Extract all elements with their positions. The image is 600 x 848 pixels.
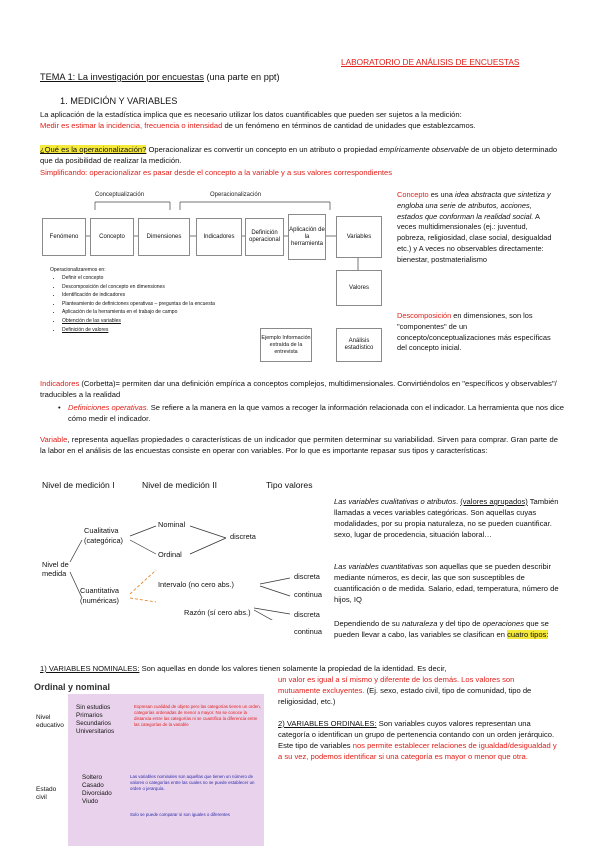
tree-header-2: Nivel de medición II (142, 480, 217, 490)
clasif-c: que se pueden llevar a cabo, las variables se clasifican en (334, 619, 549, 639)
variable-text: , representa aquellas propiedades o características de un indicador que permiten determinar su variabilidad. Sirven para comprar. Gran parte de la labor en el análisis de las encuestas consiste en operar con variables. Por lo que es importante repasar sus tipos y características: (40, 435, 558, 455)
variable-paragraph (40, 434, 558, 456)
tree-discreta-2: discreta (294, 572, 320, 581)
box-variables: Variables (336, 216, 382, 258)
tree-razon: Razón (sí cero abs.) (184, 608, 251, 617)
estado-label: Estado civil (36, 786, 57, 801)
simplificando: Simplificando: operacionalizar es pasar desde el concepto a la variable y a sus valores correspondientes (40, 168, 393, 177)
intro-text: La aplicación de la estadística implica que es necesario utilizar los datos cuantificables que pueden ser sujetos a la medición: (40, 110, 462, 119)
tree-continua-1: continua (294, 590, 322, 599)
tree-root: Nivel de medida (42, 560, 69, 578)
indicadores-label: Indicadores (40, 379, 80, 388)
tree-header-1: Nivel de medición I (42, 480, 115, 490)
question-text: Operacionalizar es convertir un concepto en un atributo o propiedad (146, 145, 380, 154)
clasif-highlight: cuatro tipos: (507, 630, 549, 639)
variable-label: Variable (40, 435, 68, 444)
concepto-label: Concepto (397, 190, 429, 199)
box-fenomeno: Fenómeno (42, 218, 86, 256)
estado-note-2: Solo se puede comparar si son iguales o diferentes (130, 812, 230, 817)
section-intro (40, 109, 560, 131)
definiciones-text: Se refiere a la manera en la que vamos a recoger la información relacionada con el indicador. La herramienta que nos dice cómo medir el indicador. (68, 403, 564, 423)
label-conceptualizacion: Conceptualización (95, 192, 145, 198)
operacionalizacion-text (40, 144, 560, 166)
cuantitativas-text: son aquellas que se pueden describir mediante números, es decir, las que son susceptibles de cuantificación o de medida. Salario, edad, temperatura, número de hijos, IQ (334, 562, 559, 604)
tree-header-3: Tipo valores (266, 480, 313, 490)
descomposicion-label: Descomposición (397, 311, 452, 320)
tema-note: (una parte en ppt) (206, 72, 280, 82)
ordinal-nominal-image (34, 682, 272, 848)
nivel-value: Primarios (76, 712, 103, 719)
concepto-definition (397, 190, 557, 266)
tree-discreta-1: discreta (230, 532, 256, 541)
concepto-t1: es una (428, 190, 455, 199)
question-italic: empíricamente observable (379, 145, 469, 154)
descomposicion-text: en dimensiones, son los "componentes" de un concepto/conceptualizaciones más específicas del concepto inicial. (397, 311, 551, 353)
nivel-note: Expresan cualidad de objeto pero las categorías tienen un orden, categorías ordenadas de menor a mayor. No se conoce la distancia entre las categorías ni se cuantifica la diferencia entre las categorías de la variable (134, 704, 261, 727)
valores-agrupados: (valores agrupados) (460, 497, 528, 506)
estado-note: Las variables nominales son aquellas que tienen un número de valores o categorías entre las cuales no se puede establecer un orden o jerarquía. (130, 774, 255, 791)
box-concepto: Concepto (90, 218, 134, 256)
cualitativas-paragraph: Las variables cualitativas o atributos. (valores agrupados) También llamadas a veces variables categóricas. Son aquellas cuyas modalidades, por su propia naturaleza, no se pueden cuantificar. sexo, lugar de procedencia, situación laboral… (334, 497, 559, 539)
nominales-paragraph (40, 663, 558, 674)
nominales-label: 1) VARIABLES NOMINALES: (40, 664, 140, 673)
step-item: • Definición de valores (62, 326, 250, 335)
definiciones-bullet (58, 402, 568, 424)
ordinales-red: nos permite establecer relaciones de igualdad/desigualdad y a su vez, podemos identificar si una categoría es mayor o menor que otra. (278, 741, 557, 761)
question-label: ¿Qué es la operacionalización? (40, 145, 147, 154)
nominales-text: Son aquellas en donde los valores tienen solamente la propiedad de la identidad. Es decir, (139, 664, 447, 673)
ordinales-paragraph (278, 718, 558, 762)
tree-continua-2: continua (294, 627, 322, 636)
question-text2: de un objeto determinado que da posibilidad de realizar la medición. (40, 145, 558, 165)
box-aplicacion: Aplicación de la herramienta (288, 214, 326, 260)
tree-intervalo: Intervalo (no cero abs.) (158, 580, 234, 589)
cualitativas-label: Las variables cualitativas o atributos (334, 497, 456, 506)
cuantitativas-paragraph (334, 561, 560, 605)
clasif-operaciones: operaciones (482, 619, 524, 628)
tema-title (40, 72, 280, 82)
tree-nominal: Nominal (158, 520, 186, 529)
step-item: • Obtención de las variables (62, 317, 250, 326)
tema-label: TEMA 1: La investigación por encuestas (40, 72, 204, 82)
concepto-t2: A veces multidimensionales (ej.: juventud, pobreza, religiosidad, clase social, desigualdad etc.) y A veces no observables directamente: bienestar, postmaterialismo (397, 211, 552, 264)
box-definicion: Definición operacional (245, 218, 284, 256)
bullet-dot: • (58, 403, 61, 412)
cuantitativas-label: Las variables cuantitativas (334, 562, 424, 571)
clasificacion-paragraph (334, 618, 560, 640)
estado-value: Divorciado (82, 790, 112, 797)
intro-rest: de un fenómeno en términos de cantidad de unidades que establezcamos. (222, 121, 476, 130)
tree-cuantitativa: Cuantitativa (numéricas) (80, 586, 120, 605)
nivel-value: Secundarios (76, 720, 112, 727)
indicadores-paragraph (40, 378, 560, 400)
nivel-values (76, 704, 136, 736)
measurement-tree (40, 480, 335, 620)
steps-title: Operacionalizaremos en: (50, 267, 106, 273)
ordinales-text: Son variables cuyos valores representan una categoría o identifican un grupo de pertenencia contando con un orden jerárquico. Este tipo de variables (278, 719, 555, 750)
ordinales-label: 2) VARIABLES ORDINALES: (278, 719, 377, 728)
step-item: • Identificación de indicadores (62, 291, 250, 300)
box-indicadores: Indicadores (196, 218, 242, 256)
nivel-label: Nivel educativo (36, 714, 64, 729)
clasif-a: Dependiendo de su (334, 619, 402, 628)
concepto-italic: idea abstracta que sintetiza y engloba una serie de atributos, acciones, estados que conforman la realidad social. (397, 190, 551, 221)
step-item: • Planteamiento de definiciones operativas – preguntas de la encuesta (62, 300, 250, 309)
section-heading: 1. MEDICIÓN Y VARIABLES (60, 96, 178, 106)
steps-list (50, 266, 250, 334)
estado-values (82, 774, 126, 806)
clasif-b: y del tipo de (437, 619, 483, 628)
nivel-value: Sin estudios (76, 704, 111, 711)
clasif-naturaleza: naturaleza (401, 619, 438, 628)
step-item: • Definir el concepto (62, 274, 250, 283)
nivel-value: Universitarios (76, 728, 115, 735)
box-analisis: Análisis estadístico (336, 328, 382, 362)
box-valores: Valores (336, 270, 382, 306)
box-dimensiones: Dimensiones (138, 218, 190, 256)
descomposicion-definition (397, 311, 557, 354)
indicadores-text: (Corbetta)= permiten dar una definición empírica a conceptos complejos, multidimensionales. Convirtiéndolos en "específicos y observables"/ traducibles a la realidad (40, 379, 557, 399)
nominales-continued (278, 674, 558, 707)
box-ejemplo: Ejemplo Información extraída de la entrevista (260, 328, 312, 362)
nominales-rest: (Ej. sexo, estado civil, tipo de comunidad, tipo de religiosidad, etc.) (278, 686, 532, 706)
tree-ordinal: Ordinal (158, 550, 182, 559)
label-operacionalizacion: Operacionalización (210, 192, 262, 198)
tree-cualitativa: Cualitativa (categórica) (84, 526, 124, 545)
lab-title: LABORATORIO DE ANÁLISIS DE ENCUESTAS (341, 57, 520, 67)
image-title: Ordinal y nominal (34, 682, 111, 692)
step-item: • Aplicación de la herramienta en el trabajo de campo (62, 308, 250, 317)
estado-value: Soltero (82, 774, 102, 781)
step-item: • Descomposición del concepto en dimensiones (62, 283, 250, 292)
nominales-red: un valor es igual a sí mismo y diferente de los demás. Los valores son mutuamente excluyentes. (278, 675, 515, 695)
intro-red: Medir es estimar la incidencia, frecuencia o intensidad (40, 121, 223, 130)
cualitativas-text: También llamadas a veces variables categóricas. Son aquellas cuyas modalidades, por su propia naturaleza, no se pueden cuantificar. sexo, lugar de procedencia, situación laboral… (334, 497, 559, 539)
estado-value: Viudo (82, 798, 98, 805)
estado-value: Casado (82, 782, 104, 789)
definiciones-label: Definiciones operativas. (68, 403, 149, 412)
tree-discreta-3: discreta (294, 610, 320, 619)
operationalization-diagram (40, 190, 392, 362)
